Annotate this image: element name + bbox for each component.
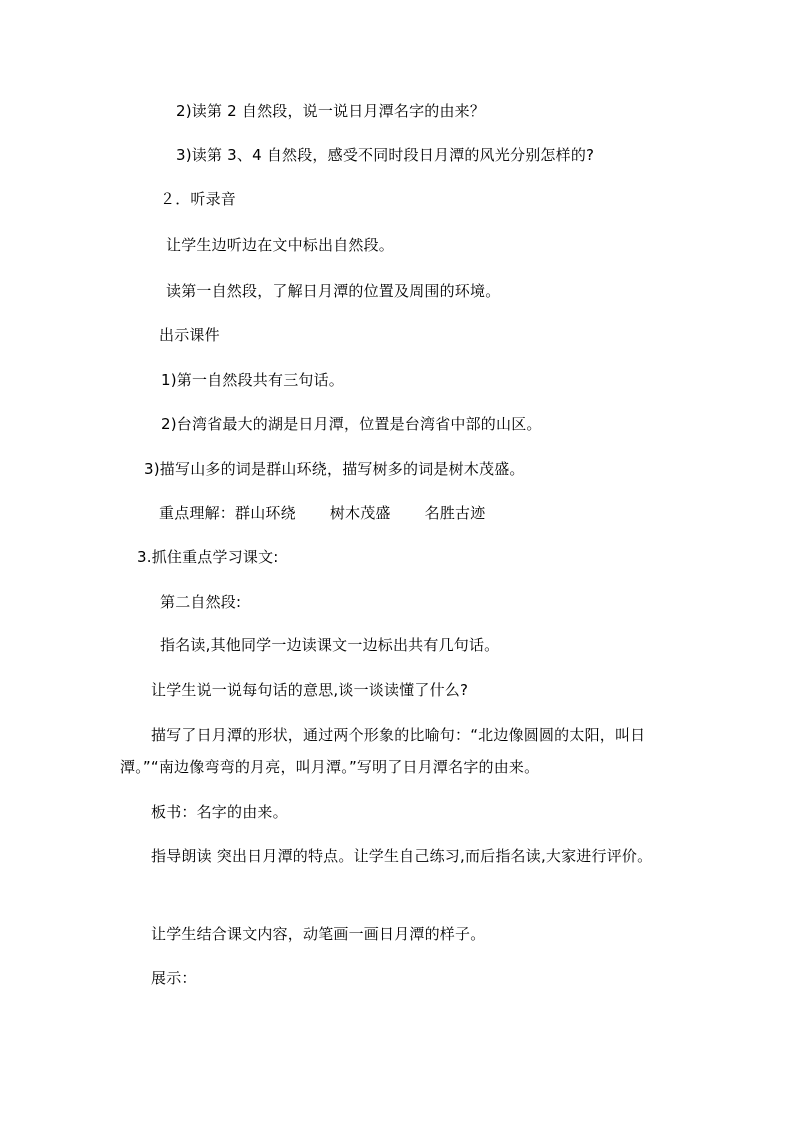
paragraph: 让学生结合课文内容，动笔画一画日月潭的样子。 [151,925,486,943]
paragraph: 展示： [151,969,197,987]
question-3: 3)读第 3、4 自然段，感受不同时段日月潭的风光分别怎样的? [176,146,595,164]
paragraph: 让学生边听边在文中标出自然段。 [166,236,395,254]
key-term: 名胜古迹 [424,504,486,522]
key-points-label: 重点理解： [159,504,236,522]
paragraph: 描写了日月潭的形状，通过两个形象的比喻句：“北边像圆圆的太阳，叫日 [151,726,646,744]
section-2-heading: ２．听录音 [160,190,237,208]
key-term: 群山环绕 [235,504,296,522]
paragraph: 读第一自然段，了解日月潭的位置及周围的环境。 [166,282,501,300]
question-2: 2)读第 2 自然段，说一说日月潭名字的由来？ [176,102,486,120]
paragraph: 出示课件 [159,326,220,344]
paragraph: 潭。”“南边像弯弯的月亮，叫月潭。”写明了日月潭名字的由来。 [120,758,540,776]
blackboard-note: 板书：名字的由来。 [151,803,288,821]
paragraph: 指名读,其他同学一边读课文一边标出共有几句话。 [160,636,500,654]
list-item: 3)描写山多的词是群山环绕，描写树多的词是树木茂盛。 [144,460,525,478]
key-term: 树木茂盛 [329,504,391,522]
section-3-heading: 3.抓住重点学习课文: [137,548,279,566]
key-points [159,503,485,523]
paragraph: 第二自然段: [160,593,242,611]
paragraph: 让学生说一说每句话的意思,谈一谈读懂了什么? [151,681,469,699]
list-item: 1)第一自然段共有三句话。 [161,371,344,389]
list-item: 2)台湾省最大的湖是日月潭，位置是台湾省中部的山区。 [161,415,542,433]
paragraph: 指导朗读 突出日月潭的特点。让学生自己练习,而后指名读,大家进行评价。 [151,847,653,865]
